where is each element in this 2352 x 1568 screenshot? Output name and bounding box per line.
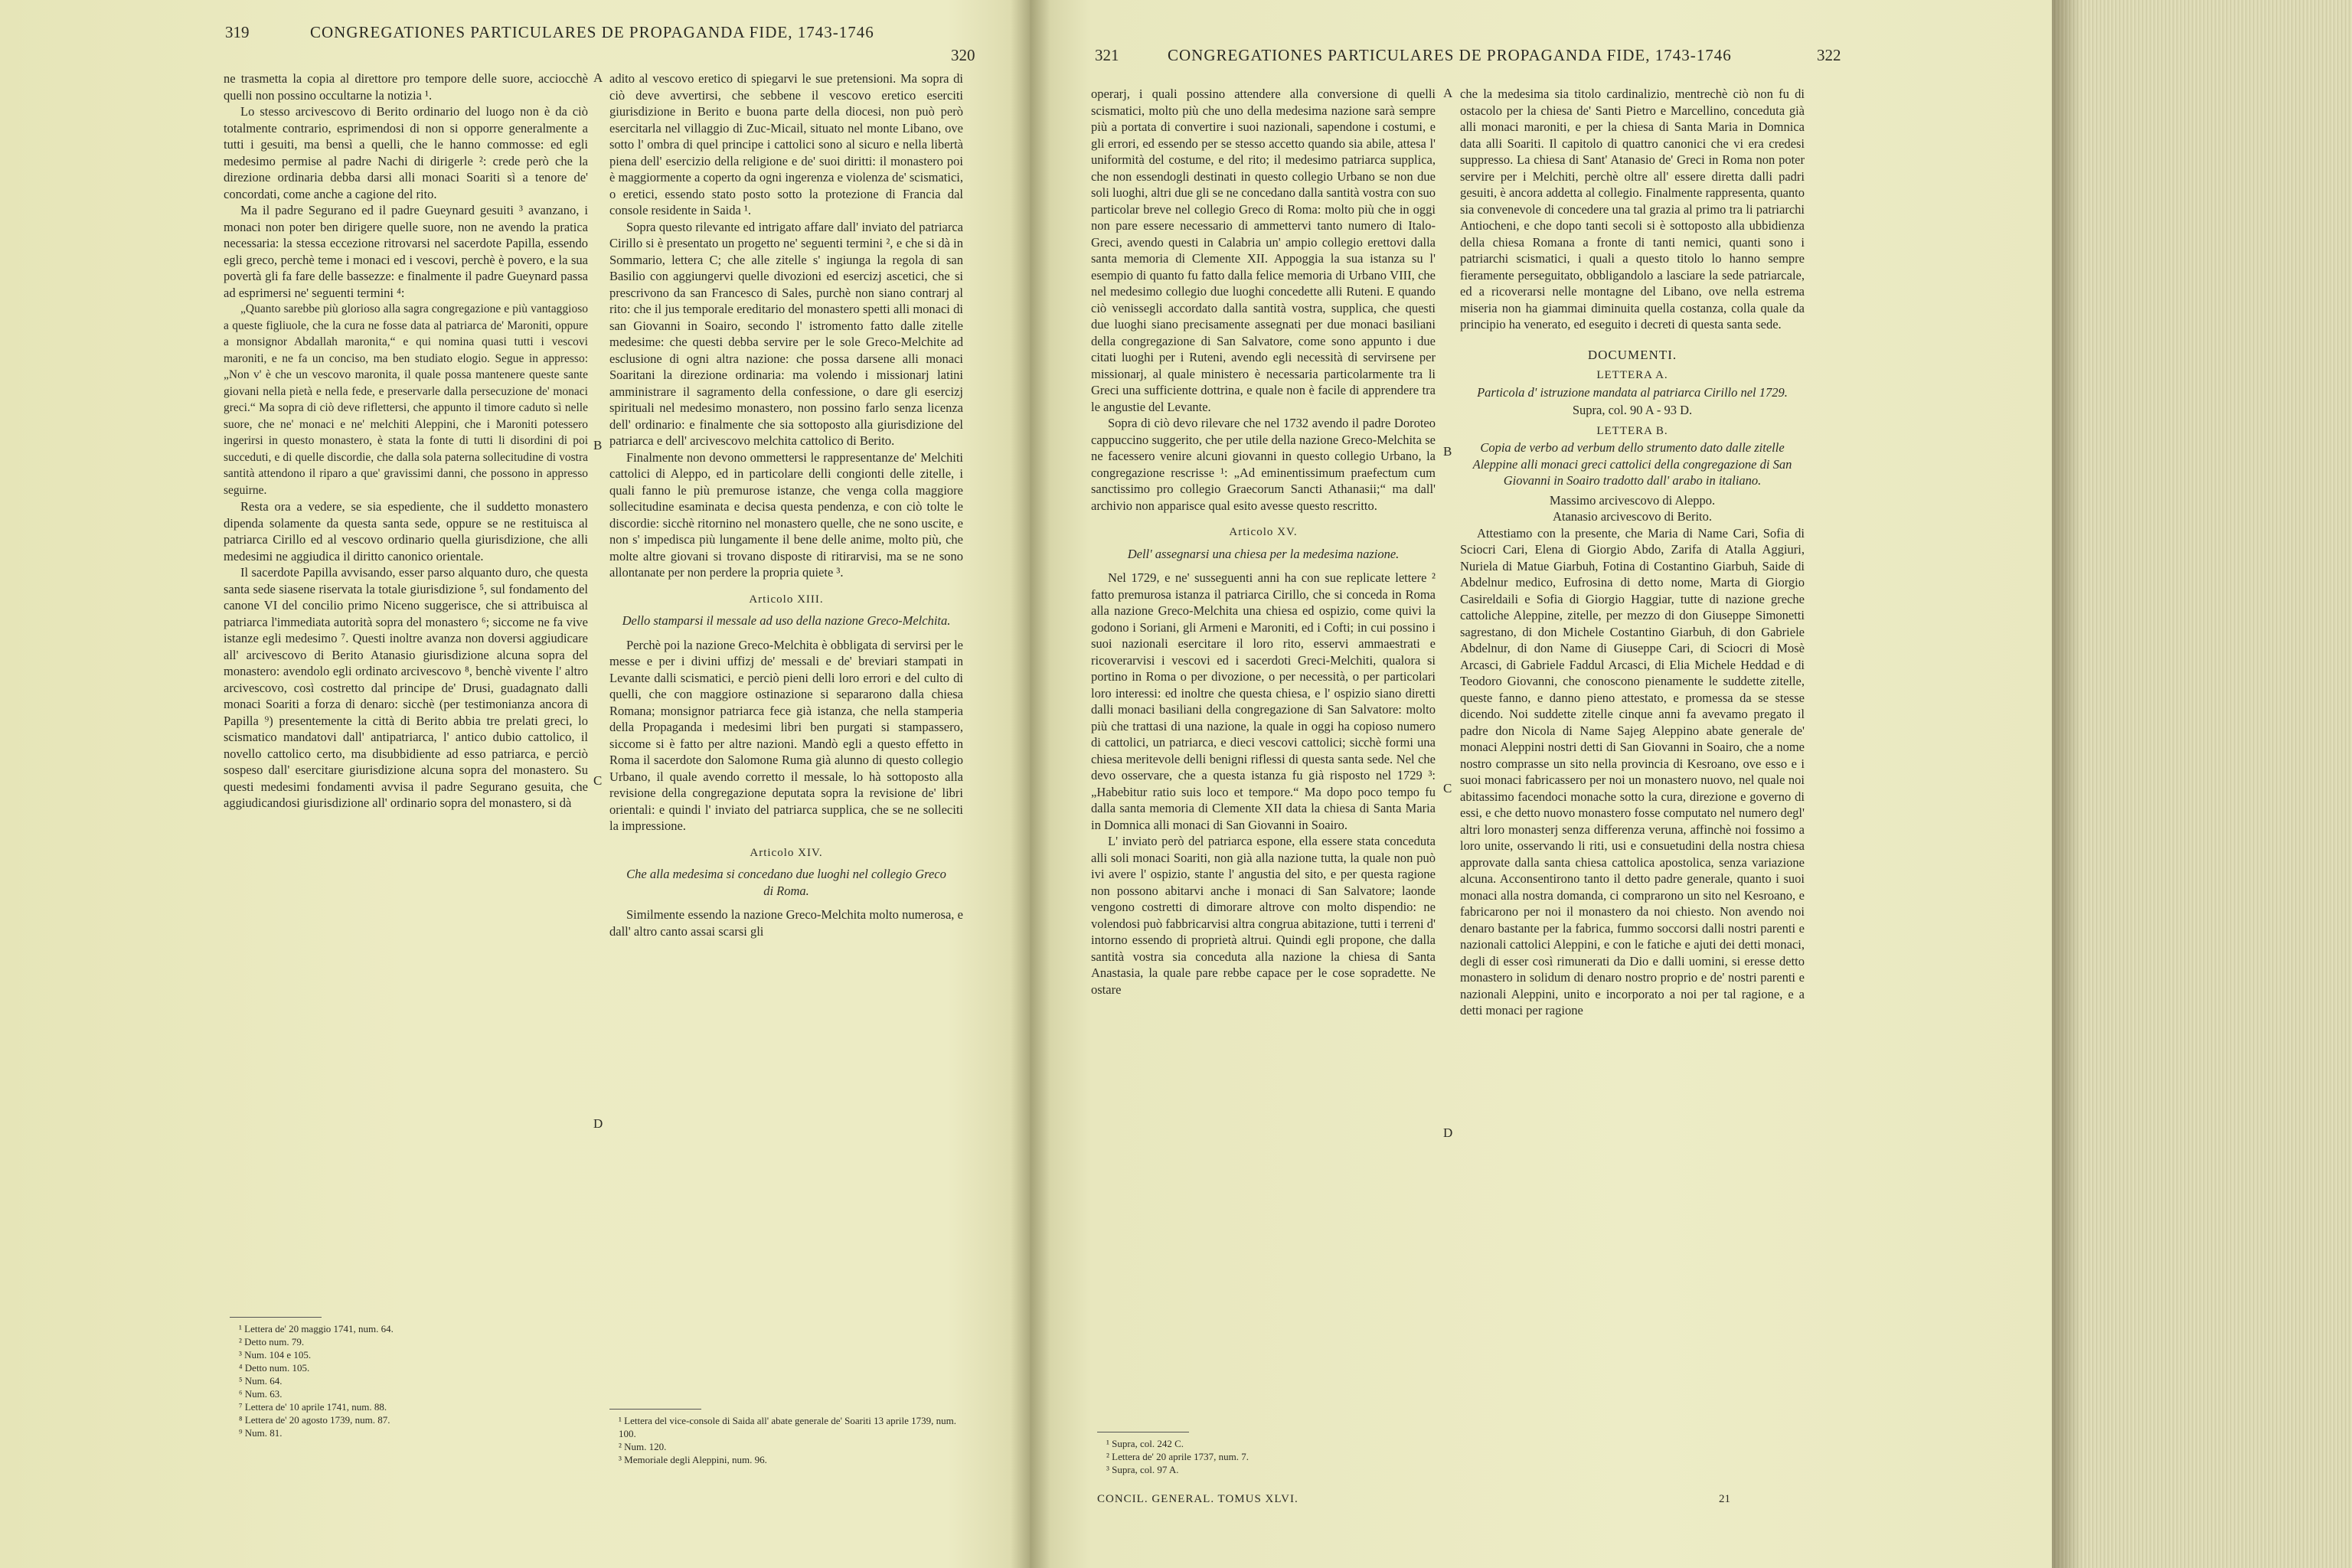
- paragraph: Ma il padre Segurano ed il padre Gueynard gesuiti ³ avanzano, i monaci non poter ben dirigere quelle suore, non ne avendo la pratica necessaria: la stessa eccezione ritrovarsi nel sacerdote Papilla, essendo egli greco, perchè teme i monaci ed i vescovi, perchè è povero, e la sua povertà gli fa fare delle bassezze: e finalmente il padre Gueynard passa ad esprimersi ne' seguenti termini ⁴:: [224, 203, 588, 300]
- paragraph: Similmente essendo la nazione Greco-Melchita molto numerosa, e dall' altro canto assai scarsi gli: [609, 907, 963, 939]
- documents-heading: DOCUMENTI.: [1587, 347, 1677, 362]
- paragraph: Lo stesso arcivescovo di Berito ordinario del luogo non è da ciò totalmente contrario, esprimendosi di non si opporre generalmente a tutti i gesuiti, ma bensì a quelli, che le hanno commosse: ed egli medesimo permise al padre Nachi di dirigerle ²: crede però che la direzione ordinaria debba darsi alli monaci Soariti sì a tenore de' concordati, come anche a cagione del rito.: [224, 104, 588, 201]
- paragraph: operarj, i quali possino attendere alla conversione di quelli scismatici, molto più che uno della medesima nazione sarà sempre più a portata di convertire i suoi nazionali, sapendone i costumi, e gli errori, ed essendo per se stesso accetto quando sia abile, attesa l' uniformità del costume, e del rito; il medesimo patriarca supplica, che non essendogli destinati in questo collegio Urbano se non due soli luoghi, altri due gli se ne concedano dalla santità vostra con suo particolar breve nel collegio Greco di Roma: molto più che in oggi non pare essere necessario di ammettervi tanto numero di Italo-Greci, avendo questi in Calabria un' ampio collegio erettovi dalla santa memoria di Clemente XII. Appoggia la sua istanza su l' esempio di quanto fu fatto dalla felice memoria di Urbano VIII, che nel medesimo collegio due luoghi concedette alli Ruteni. E quando ciò venissegli accordato dalla santità vostra, supplica, che questi due luoghi siano precisamente assegnati per due monaci basiliani della congregazione di San Salvatore, come sono appunto i due citati luoghi per i Ruteni, avendo egli necessità di servirsene per missionarj, al quale ministero è necessaria particolarmente tra li Greci una sufficiente dottrina, e quale non è facile di apprendere tra le angustie del Levante.: [1091, 87, 1436, 414]
- footnote-rule: [609, 1409, 701, 1410]
- margin-letter: B: [593, 438, 603, 452]
- running-header-left: CONGREGATIONES PARTICULARES DE PROPAGANDA FIDE, 1743-1746: [310, 23, 874, 41]
- margin-letter: C: [1443, 781, 1452, 795]
- signature-mark: 21: [1719, 1493, 1730, 1505]
- article-heading: Articolo XIV.: [750, 846, 823, 859]
- paragraph: Attestiamo con la presente, che Maria di Name Cari, Sofia di Sciocri Cari, Elena di Giorgio Abdo, Zarifa di Atalla Aggiuri, Nuriela di Matue Giarbuh, Fotina di Costantino Giarbuh, Saide di Abdelnur medico, Eufrosina di detto nome, Marta di Giorgio Casireldaili e Sofia di Giorgio Haggiar, tutte di nazione greche cattoliche Aleppine, zitelle, per mezzo di don Giuseppe Simonetti sagrestano, di don Michele Costantino Giarbuh, di don Gabriele Abdelnur, di don Name di Giuseppe Cari, di Sciocri di Mosè Arcasci, di Gabriele Faddul Arcasci, di Elia Michele Heddad e di Teodoro Giovanni, che conoscono pienamente le suddette zitelle, queste fanno, e danno pieno attestato, e promessa da se stesse dicendo. Noi suddette zitelle cinque anni fa avevamo pregato il padre don Nicola di Name Sajeg Aleppino abate generale de' monaci Aleppini nostri detti di San Giovanni in Soairo, che a nome nostro comprasse un sito nella provincia di Kesroano, ove esso e i suoi monaci fabricassero per noi un monastero nuovo, nel quale noi abitassimo facendoci monache sotto la cura, direzione e governo di essi, e che detto nuovo monastero fosse computato nel numero degl' altri loro monasterj senza differenza veruna, affinchè noi fossimo a loro unite, osservando li riti, usi e consuetudini della nostra chiesa approvate dalla santa chiesa cattolica apostolica, senza variazione alcuna. Acconsentirono tanto il detto padre generale, quanto i suoi monaci alla nostra domanda, ci comprarono un sito nel Kesroano, e fabricarono per noi il monastero da noi chiesto. Non avendo noi denaro bastante per la fabrica, fummo soccorsi dalli nostri parenti e nazionali cattolici Aleppini, e con le fatiche e ajuti dei detti monaci, degli di esser così rimunerati da Dio e dalli uomini, si eresse detto monastero in solidum di denaro nostro proprio e de' nostri parenti e nazionali Aleppini, unito e incorporato a noi per tal ragione, e a detti monaci per ragione: [1460, 525, 1805, 1018]
- footnotes-321: [1097, 1432, 1434, 1476]
- book-gutter: [1011, 0, 1050, 1568]
- paragraph: che la medesima sia titolo cardinalizio, mentrechè ciò non fu di ostacolo per la chiesa de' Santi Pietro e Marcellino, conceduta già alli monaci maroniti, e per la chiesa di Santa Maria in Domnica data alli Soariti. Il capitolo di quattro canonici che vi era credesi suppresso. La chiesa di Sant' Atanasio de' Greci in Roma non poter servire per i Melchiti, perchè oltre all' essere diretta dalli padri gesuiti, è ancora addetta al collegio. Finalmente rappresenta, quanto sia convenevole di concedere una tal grazia al primo tra li patriarchi Antiocheni, e che dopo tanti secoli si è sottoposto alla ubbidienza della chiesa Romana a fronte di tanti nemici, quanti sono i patriarchi scismatici, i quali a questo titolo lo hanno sempre fieramente perseguitato, obbligandolo a lasciare la sede patriarcale, ed a ricoverarsi nelle montagne del Libano, ove nella estrema miseria non ha giammai diminuita quella costanza, colla quale da principio ha venerato, ed eseguito i decreti di questa santa sede.: [1460, 87, 1805, 332]
- column-322: [1460, 86, 1805, 1019]
- paragraph: Il sacerdote Papilla avvisando, esser parso alquanto duro, che questa santa sede siasene riservata la totale giurisdizione ⁵, sul fondamento del canone VI del concilio primo Niceno suggerisce, che si attribuisca al patriarca l'immediata autorità sopra del monastero ⁶; siccome ne fa vive istanze egli medesimo ⁷. Questi inoltre avanza non doversi aggiudicare all' arcivescovo di Berito Atanasio giurisdizione alcuna sopra del monastero: avendolo egli ordinato arcivescovo ⁸, benchè vivente l' altro arcivescovo, così costretto dal principe de' Drusi, guadagnato dalli monaci Soariti a forza di denaro: sicchè (per testimonianza ancora di Papilla ⁹) presentemente la città di Berito abbia tre prelati greci, lo scismatico mandatovi dall' antipatriarca, l' antico dubio cattolico, il novello cattolico certo, ma disubbidiente ad esso patriarca, e perciò sospeso dall' esercitare giurisdizione alcuna sopra del monastero. Su questi medesimi fondamenti avvisa il padre Segurano gesuita, che aggiudicandosi giurisdizione all' ordinario sopra del monastero, si dà: [224, 565, 588, 810]
- paragraph: ne trasmetta la copia al direttore pro tempore delle suore, acciocchè quelli non possino occultarne la notizia ¹.: [224, 71, 588, 103]
- margin-letter: C: [593, 773, 603, 788]
- paragraph: „Quanto sarebbe più glorioso alla sagra congregazione e più vantaggioso a queste figliuole, che la cura ne fosse data al patriarca de' Maroniti, oppure a monsignor Abdallah maronita,“ e qui nomina quasi tutti i vescovi maroniti, e ne fa un conciso, ma ben studiato elogio. Segue in appresso: „Non v' è che un vescovo maronita, il quale possa mantenere queste sante giovani nella pietà e nella fede, e preservarle dalla persecuzione de' monaci greci.“ Ma sopra di ciò deve riflettersi, che appunto il timore caduto sì nelle suore, che ne' monaci e ne' melchiti Aleppini, che i Maroniti potessero ingerirsi in questo monastero, è stata la fonte di tutti li disordini di poi succeduti, e di quelle discordie, che dalla sola paterna sollecitudine di vostra santità attendono il riparo a que' gravissimi danni, che possono in appresso seguirne.: [224, 302, 588, 497]
- paragraph: Sopra questo rilevante ed intrigato affare dall' inviato del patriarca Cirillo si è presentato un progetto ne' seguenti termini ², e che si dà in Sommario, lettera C; che alle zitelle s' ingiunga la regola di san Basilio con aggiungervi quelle divozioni ed esercizj ascetici, che si prescrivono da san Francesco di Sales, purchè non siano contrarj al rito: che il jus temporale ereditario del monastero spetti alli monaci di san Giovanni in Soairo, secondo l' istromento fatto dalle zitelle medesime: che questi debba servire per le sole Greco-Melchite ad esclusione di ogni altra nazione: che possa darsene alli monaci Soaritani la direzione ordinaria: ma volendo i missionarj latini amministrare il sagramento della confessione, o dare gli esercizj spirituali nel medesimo monastero, non possino farlo senza licenza dell' ordinario: e finalmente che sia sottoposto alla giurisdizione del patriarca e dell' arcivescovo melchita cattolico di Berito.: [609, 219, 963, 448]
- paragraph: Nel 1729, e ne' susseguenti anni ha con sue replicate lettere ² fatto premurosa istanza il patriarca Cirillo, che si conceda in Roma alla nazione Greco-Melchita una chiesa ed ospizio, come quivi la godono i Soriani, gli Armeni e Maroniti, ed i Cofti; in cui possino i suoi nazionali esercitare il loro rito, esservi ammaestrati e ricoverarvisi i vescovi ed i sacerdoti Greci-Melchiti, qualora si portino in Roma o per divozione, o per necessità, o per particolari loro interessi: ed inoltre che questa chiesa, e l' ospizio siano diretti dalli monaci basiliani della congregazione di San Salvatore: molto più che trattasi di una nazione, la quale in oggi ha copioso numero di cattolici, un patriarca, e dieci vescovi cattolici; sicchè formi una chiesa meritevole delli benigni riflessi di questa santa sede. Nel che devo osservare, che a questa istanza fu già risposto nel 1729 ³: „Habebitur ratio suis loco et tempore.“ Ma dopo poco tempo fu dalla santa memoria di Clemente XII data la chiesa di Santa Maria in Domnica alli monaci di San Giovanni in Soairo.: [1091, 570, 1436, 832]
- article-heading: Articolo XV.: [1229, 526, 1298, 538]
- page-number-right: 322: [1817, 46, 1841, 64]
- footnote: ⁵ Num. 64.: [239, 1375, 283, 1387]
- article-subheading: Che alla medesima si concedano due luoghi nel collegio Greco di Roma.: [626, 867, 946, 898]
- footnotes-320: [609, 1409, 963, 1466]
- footnote: ⁴ Detto num. 105.: [239, 1362, 310, 1374]
- footnote: ⁶ Num. 63.: [239, 1388, 283, 1400]
- footnote: ² Detto num. 79.: [239, 1336, 305, 1348]
- letter-b-addressee: Atanasio arcivescovo di Berito.: [1552, 509, 1713, 524]
- column-319: [224, 70, 588, 812]
- footnote: ⁷ Lettera de' 10 aprile 1741, num. 88.: [239, 1401, 387, 1413]
- paragraph: Sopra di ciò devo rilevare che nel 1732 avendo il padre Doroteo cappuccino suggerito, che per utile della nazione Greco-Melchita se ne facessero venire alcuni giovanni in questo collegio Urbano, la congregazione rescrisse ¹: „Ad eminentissimum praefectum cum sanctissimo pro collegio Graecorum Sancti Athanasii;“ ma dall' archivio non apparisce qual esito avesse questo rescritto.: [1091, 416, 1436, 513]
- paragraph: Finalmente non devono ommettersi le rappresentanze de' Melchiti cattolici di Aleppo, ed in particolare delli congionti delle zitelle, i quali fanno le più premurose istanze, che venga colla maggiore sollecitudine esaminata e decisa questa pendenza, e con ciò tolte le discordie: sicchè ritornino nel monastero quelle, che ne sono uscite, e non s' impedisca più lungamente il bene delle anime, molto più, che molte altre giovani si trovano disposte di ritirarvisi, ma se ne sono allontanate per non perdere la propria quiete ³.: [609, 449, 963, 580]
- footnote: ³ Supra, col. 97 A.: [1106, 1464, 1179, 1475]
- footnotes-319: [230, 1317, 582, 1439]
- column-321: [1091, 86, 1436, 998]
- letter-a-label: LETTERA A.: [1596, 369, 1668, 381]
- margin-letter: A: [593, 70, 603, 85]
- page-edges-shadow: [2052, 0, 2082, 1568]
- letter-b-label: LETTERA B.: [1596, 424, 1668, 437]
- running-header-right: CONGREGATIONES PARTICULARES DE PROPAGANDA FIDE, 1743-1746: [1168, 46, 1732, 64]
- footnote: ¹ Supra, col. 242 C.: [1106, 1438, 1184, 1449]
- paragraph: L' inviato però del patriarca espone, ella essere stata conceduta alli soli monaci Soariti, non già alla nazione tutta, la quale non può ivi avere l' ospizio, stante l' angustia del sito, e per questa ragione non possono abitarvi anche i monaci di San Salvatore; laonde vengono costretti di dimorare altrove con molto dispendio: ne volendosi può fabbricarvisi altra congrua abitazione, tutti i terreni d' intorno essendo di proprietà altrui. Quindi egli propone, che dalla santità vostra sia conceduta alla nazione la chiesa di Santa Anastasia, la quale pare rebbe capace per le cose sopradette. Ne ostare: [1091, 834, 1436, 997]
- page-number-left-col2: 320: [951, 46, 975, 64]
- article-heading: Articolo XIII.: [749, 593, 824, 606]
- paragraph: adito al vescovo eretico di spiegarvi le sue pretensioni. Ma sopra di ciò deve avvertirsi, che sebbene il vescovo eretico eserciti giurisdizione in Berito e buona parte della diocesi, non può però esercitarla nel villaggio di Zuc-Micail, situato nel monte Libano, ove sotto l' ombra di quel principe i cattolici sono al sicuro e nella libertà piena dell' esercizio della religione e de' suoi diritti: il monastero poi è maggiormente a coperto da ogni ingerenza e violenza de' scismatici, o eretici, essendo stato posto sotto la protezione di Francia dal console residente in Saida ¹.: [609, 71, 963, 217]
- letter-b-title: Copia de verbo ad verbum dello strumento dato dalle zitelle Aleppine alli monaci greci cattolici della congregazione di San Giovanni in Soairo tradotto dall' arabo in italiano.: [1472, 440, 1792, 488]
- letter-a-reference: Supra, col. 90 A - 93 D.: [1572, 403, 1693, 417]
- footnote-rule: [230, 1317, 322, 1318]
- margin-letter: D: [593, 1116, 603, 1131]
- page-number-right-col1: 321: [1095, 46, 1119, 64]
- paragraph: Resta ora a vedere, se sia espediente, che il suddetto monastero dipenda solamente da questa santa sede, oppure se ne restituisca al patriarca Cirillo ed al vescovo ordinario quella giurisdizione, che alli medesimi ne aggiudica il diritto canonico orientale.: [224, 499, 588, 564]
- footnote: ² Lettera de' 20 aprile 1737, num. 7.: [1106, 1451, 1250, 1462]
- paragraph: Perchè poi la nazione Greco-Melchita è obbligata di servirsi per le messe e per i divini uffizj de' messali e de' breviari stampati in Levante dalli scismatici, e perciò pieni delli loro errori e del culto di quelli, che con maggiore ostinazione si separarono dalla chiesa Romana; monsignor patriarca fece già istanza, che nella stamperia della Propaganda i medesimi libri ben purgati si stampassero, siccome si è fatto per altre nazioni. Mandò egli a questo effetto in Roma il sacerdote don Salomone Ruma già alunno di questo collegio Urbano, il quale avendo corretto il messale, lo hà sottoposto alla revisione della congregazione deputata sopra la revisione de' libri orientali: e quindi l' inviato del patriarca supplica, che se ne solleciti la impressione.: [609, 637, 963, 833]
- footnote: ⁹ Num. 81.: [239, 1427, 283, 1439]
- left-page: [0, 0, 1030, 1568]
- footnote: ³ Num. 104 e 105.: [239, 1349, 312, 1361]
- margin-letter: A: [1443, 86, 1453, 100]
- page-edges: [2052, 0, 2352, 1568]
- margin-letter: D: [1443, 1125, 1453, 1140]
- volume-footer: CONCIL. GENERAL. TOMUS XLVI.: [1097, 1493, 1298, 1505]
- footnote: ¹ Lettera de' 20 maggio 1741, num. 64.: [239, 1323, 394, 1334]
- article-subheading: Dell' assegnarsi una chiesa per la medesima nazione.: [1127, 546, 1400, 561]
- column-320: [609, 70, 963, 939]
- footnote: ¹ Lettera del vice-console di Saida all' abate generale de' Soariti 13 aprile 1739, num. 100.: [619, 1415, 957, 1439]
- right-page: [1030, 0, 2052, 1568]
- letter-b-addressee: Massimo arcivescovo di Aleppo.: [1549, 492, 1716, 508]
- footnote: ³ Memoriale degli Aleppini, num. 96.: [619, 1454, 767, 1465]
- page-number-left: 319: [225, 23, 250, 41]
- footnote: ⁸ Lettera de' 20 agosto 1739, num. 87.: [239, 1414, 390, 1426]
- article-subheading: Dello stamparsi il messale ad uso della nazione Greco-Melchita.: [622, 613, 951, 628]
- letter-a-title: Particola d' istruzione mandata al patriarca Cirillo nel 1729.: [1477, 384, 1788, 400]
- margin-letter: B: [1443, 444, 1452, 459]
- footnote: ² Num. 120.: [619, 1441, 667, 1452]
